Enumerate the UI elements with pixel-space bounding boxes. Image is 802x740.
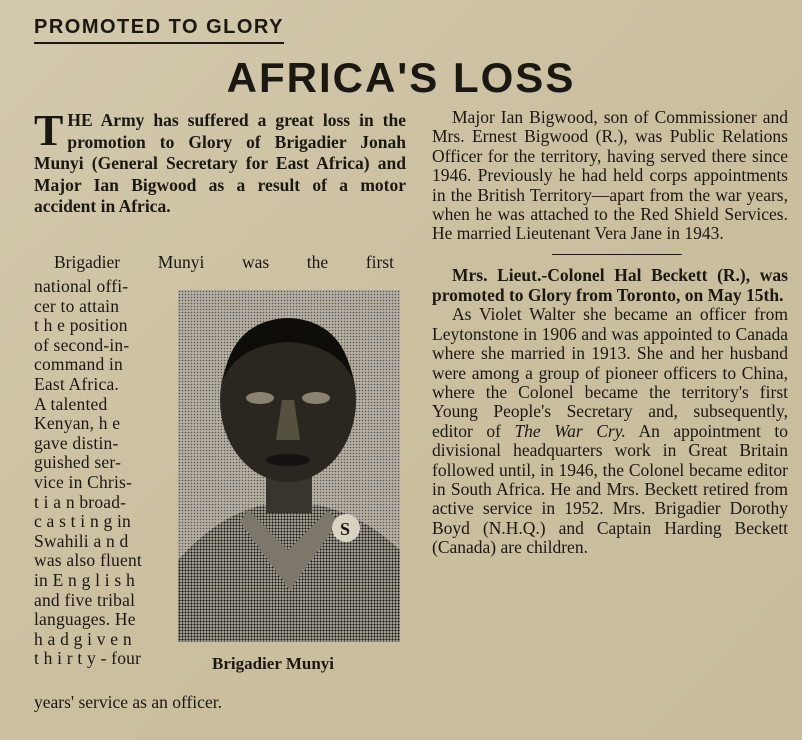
first-body-line <box>54 252 394 272</box>
text-line: c a s t i n g in <box>34 511 132 532</box>
portrait-photo <box>178 290 400 642</box>
text-line: of second-in- <box>34 334 130 355</box>
portrait-illustration <box>178 290 400 642</box>
text-line: and five tribal <box>34 589 136 610</box>
divider-rule <box>552 254 682 256</box>
wrapped-text <box>34 277 174 669</box>
beckett-paragraph <box>432 305 788 557</box>
photo-caption: Brigadier Munyi <box>212 654 334 673</box>
text-line: in E n g l i s h <box>34 569 135 590</box>
text-line: A talented <box>34 393 108 414</box>
bigwood-paragraph: Major Ian Bigwood, son of Commissioner and Mrs. Ernest Bigwood (R.), was Public Relations Officer for the territory, having served there since 1946. Previously he had held corps appointments in the British Territory—apart from the war years, when he was attached to the Red Shield Services. He married Lieutenant Vera Jane in 1943. <box>432 107 788 244</box>
text-line: t h i r t y - four <box>34 648 142 669</box>
text-line: h a d g i v e n <box>34 628 132 649</box>
right-column <box>432 108 788 558</box>
last-body-line: years' service as an officer. <box>34 692 222 712</box>
headline: AFRICA'S LOSS <box>226 54 576 101</box>
word: Brigadier <box>54 252 121 272</box>
text-line: guished ser- <box>34 452 122 473</box>
text-line: t h e position <box>34 315 128 336</box>
publication-title: The War Cry. <box>514 420 626 441</box>
text-line: cer to attain <box>34 295 120 316</box>
beckett-heading: Mrs. Lieut.-Colonel Hal Beckett (R.), was promoted to Glory from Toronto, on May 15th. <box>432 265 788 306</box>
text-span: An appointment to divisional headquarters work in Great Britain followed until, in 1946, the Colonel became editor in South Africa. He and Mrs. Beckett retired from active service in 1952. Mrs. Brigadier Dorothy Boyd (N.H.Q.) and Captain Harding Beckett (Canada) are children. <box>432 420 788 558</box>
left-column <box>34 106 406 218</box>
text-span: As Violet Walter she became an officer from Leytonstone in 1906 and was appointed to Canada where she married in 1913. She and her husband were among a group of pioneer officers to China, where the Colonel became the territory's first Young People's Secretary and, subsequently, editor of <box>432 304 788 441</box>
word: the <box>306 252 329 272</box>
text-line: vice in Chris- <box>34 471 133 492</box>
word: Munyi <box>157 252 205 272</box>
section-label: PROMOTED TO GLORY <box>34 16 284 44</box>
text-line: command in <box>34 354 123 375</box>
text-line: Kenyan, h e <box>34 413 121 434</box>
intro-paragraph <box>34 106 406 218</box>
text-line: East Africa. <box>34 373 120 394</box>
text-line: languages. He <box>34 609 136 630</box>
word: first <box>365 252 394 272</box>
text-line: gave distin- <box>34 432 119 453</box>
svg-text:S: S <box>340 519 351 539</box>
intro-text: HE Army has suffered a great loss in the promotion to Glory of Brigadier Jonah Munyi (General Secretary for East Africa) and Major Ian Bigwood as a result of a motor accident in Africa. <box>34 110 406 216</box>
text-line: t i a n broad- <box>34 491 127 512</box>
text-line: Swahili a n d <box>34 530 129 551</box>
text-line: was also fluent <box>34 550 142 571</box>
drop-cap: T <box>34 106 64 155</box>
text-line: national offi- <box>34 276 129 296</box>
word: was <box>241 252 270 272</box>
